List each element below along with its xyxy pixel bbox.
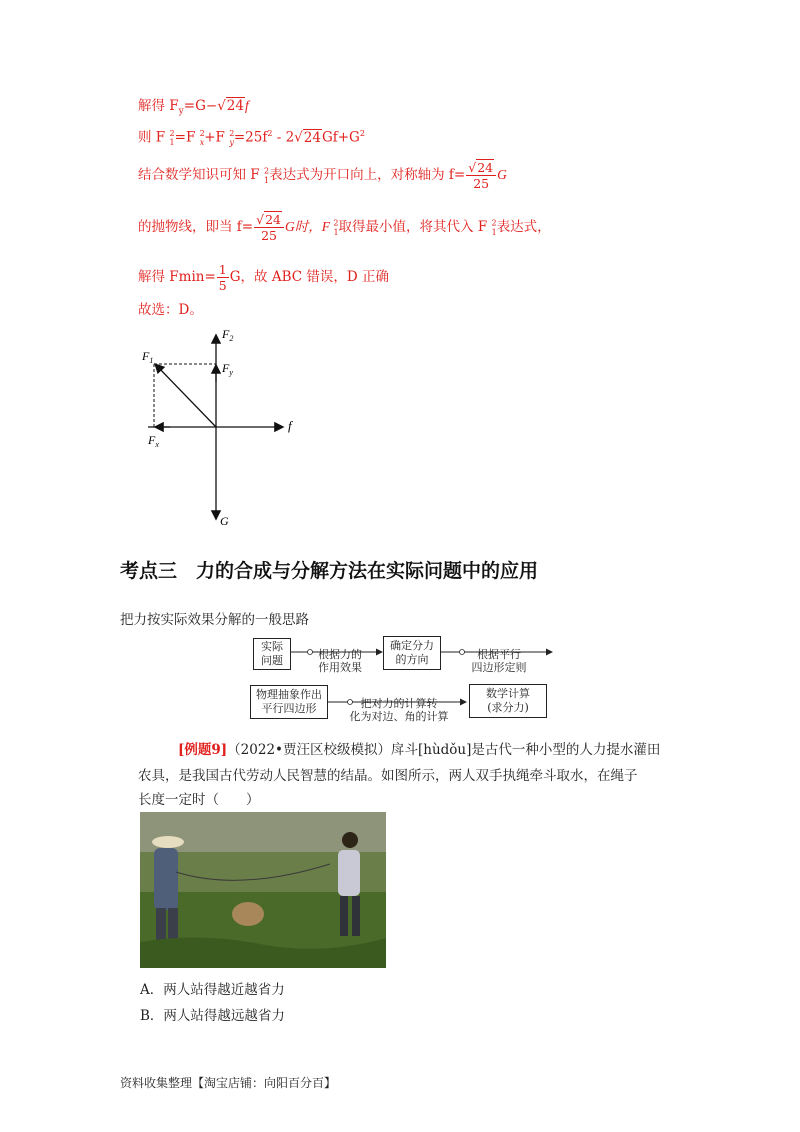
solution-line-5 <box>138 262 389 293</box>
example-line-2: 农具，是我国古代劳动人民智慧的结晶。如图所示，两人双手执绳牵斗取水，在绳子 <box>138 768 638 784</box>
fraction <box>217 262 229 293</box>
text: 表达式， <box>496 219 551 235</box>
text: 解得 Fmin= <box>138 269 216 285</box>
text: Gf+G <box>321 129 360 146</box>
numerator: 24 <box>477 160 494 175</box>
text: =F <box>174 129 200 146</box>
force-diagram <box>140 322 310 532</box>
fraction: $\frac{√24}{25}$ <box>466 160 496 191</box>
variable: f <box>244 98 249 113</box>
f1-vector <box>156 365 216 427</box>
flow-box-parallelogram <box>250 685 328 719</box>
solution-line-3: 结合数学知识可知 F $^2_1$表达式为开口向上，对称轴为 f= $\frac{√24}{25}$ G <box>138 160 507 191</box>
label-fx: $F_x$ <box>148 433 159 449</box>
text: =G− <box>183 98 218 114</box>
text: 根据平行 四边形定则 <box>471 648 527 674</box>
flow-arrow-label-3 <box>344 697 454 723</box>
denominator: 5 <box>218 278 227 293</box>
text: G时，F <box>284 219 334 234</box>
text: 确定分力 的方向 <box>390 639 434 666</box>
solution-line-6: 故选：D。 <box>138 302 203 318</box>
footer-text: 资料收集整理【淘宝店铺：向阳百分百】 <box>120 1076 337 1090</box>
variable: G <box>497 167 507 182</box>
photo-scene <box>140 812 386 968</box>
solution-line-1: 解得 $F_y=G-√24f$ <box>138 98 249 117</box>
flow-arrow-label-2 <box>464 648 534 674</box>
text: 数学计算 (求分力) <box>486 687 530 714</box>
flow-box-math <box>469 684 547 718</box>
label-f: f <box>288 418 292 433</box>
section-intro: 把力按实际效果分解的一般思路 <box>120 612 309 628</box>
text: G，故 ABC 错误，D 正确 <box>229 269 389 285</box>
text: 表达式为开口向上，对称轴为 f= <box>269 167 466 183</box>
text: +F <box>204 129 230 146</box>
option-a: A．两人站得越近越省力 <box>140 982 285 998</box>
text: 则 F <box>138 129 170 146</box>
root-value: 24 <box>303 129 321 146</box>
numerator: 1 <box>218 262 227 277</box>
numerator: 24 <box>265 212 281 227</box>
text: - 2 <box>272 129 295 146</box>
text: =25f <box>233 129 268 146</box>
option-b: B．两人站得越远越省力 <box>140 1008 285 1024</box>
text: 结合数学知识可知 F <box>138 167 264 183</box>
example-line-1 <box>178 738 660 758</box>
example-source: （2022•贾汪区校级模拟） <box>227 742 391 758</box>
label-g: G <box>220 514 229 528</box>
text: 戽斗[hùdǒu]是古代一种小型的人力提水灌田 <box>391 742 661 758</box>
denominator: 25 <box>473 176 490 191</box>
text: 的抛物线，即当 f= <box>138 219 254 235</box>
subscript: y <box>178 106 184 117</box>
denominator: 25 <box>261 228 277 243</box>
text: 把对力的计算转 化为对边、角的计算 <box>349 697 449 723</box>
fraction: $\frac{√24}{25}$ <box>254 212 284 243</box>
root-value: 24 <box>226 98 244 114</box>
text: 实际 问题 <box>261 640 283 667</box>
text: 物理抽象作出 平行四边形 <box>256 688 322 715</box>
solution-line-2: 则 F $^2_1$=F $^2_x$+F $^2_y=25f^2 - 2√24Gf+G^2$ <box>138 129 365 148</box>
flow-arrow-label-1 <box>312 648 368 674</box>
label-f1: $F_1$ <box>142 349 154 365</box>
example-tag: [例题9] <box>178 742 228 758</box>
text: 取得最小值，将其代入 F <box>338 219 492 235</box>
section-title: 考点三 力的合成与分解方法在实际问题中的应用 <box>120 560 539 582</box>
text: 根据力的 作用效果 <box>318 648 362 674</box>
irrigation-photo <box>140 812 386 968</box>
label-fy: $F_y$ <box>222 361 233 377</box>
example-line-3: 长度一定时（ ） <box>138 792 260 808</box>
label-f2: $F_2$ <box>222 327 234 343</box>
solution-line-4: 的抛物线，即当 f= $\frac{√24}{25}$ G时，F $^2_1$取得最小值，将其代入 F $^2_1$表达式， <box>138 212 551 243</box>
flow-box-direction <box>383 636 441 670</box>
text: 解得 F <box>138 98 179 114</box>
flow-box-actual-problem <box>253 638 291 670</box>
